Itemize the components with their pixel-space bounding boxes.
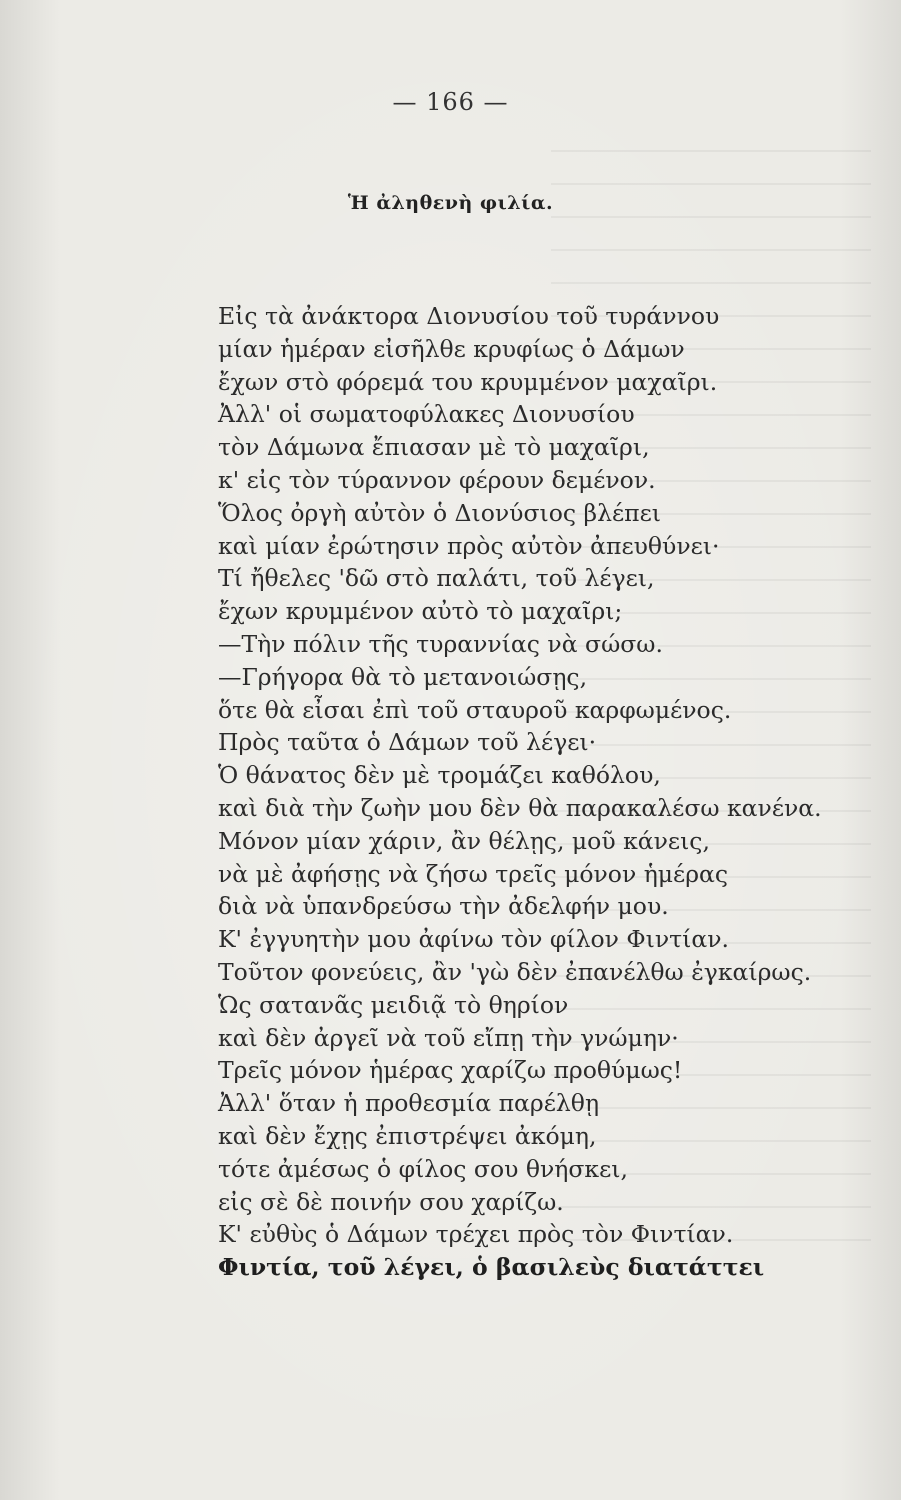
poem-line: Ὡς σατανᾶς μειδιᾷ τὸ θηρίον xyxy=(218,990,569,1019)
poem-line: Πρὸς ταῦτα ὁ Δάμων τοῦ λέγει· xyxy=(218,728,597,757)
poem-line: καὶ δὲν ἀργεῖ νὰ τοῦ εἴπῃ τὴν γνώμην· xyxy=(218,1023,679,1052)
poem-line: Φιντία, τοῦ λέγει, ὁ βασιλεὺς διατάττει xyxy=(218,1253,765,1282)
poem-line: μίαν ἡμέραν εἰσῆλθε κρυφίως ὁ Δάμων xyxy=(218,334,685,363)
poem-line: Τί ἤθελες 'δῶ στὸ παλάτι, τοῦ λέγει, xyxy=(218,564,655,593)
poem-line: τότε ἀμέσως ὁ φίλος σου θνήσκει, xyxy=(218,1154,628,1183)
poem-line: καὶ διὰ τὴν ζωὴν μου δὲν θὰ παρακαλέσω κανένα. xyxy=(218,793,822,822)
poem-line: Κ' ἐγγυητὴν μου ἀφίνω τὸν φίλον Φιντίαν. xyxy=(218,925,729,954)
poem-line: νὰ μὲ ἀφήσῃς νὰ ζήσω τρεῖς μόνον ἡμέρας xyxy=(218,859,729,888)
poem-line: Μόνον μίαν χάριν, ἂν θέλῃς, μοῦ κάνεις, xyxy=(218,826,710,855)
poem-line: διὰ νὰ ὑπανδρεύσω τὴν ἀδελφήν μου. xyxy=(218,892,669,921)
poem-line: καὶ μίαν ἐρώτησιν πρὸς αὐτὸν ἀπευθύνει· xyxy=(218,531,720,560)
poem-line: Ἀλλ' οἱ σωματοφύλακες Διονυσίου xyxy=(218,400,635,429)
poem-line: ὅτε θὰ εἶσαι ἐπὶ τοῦ σταυροῦ καρφωμένος. xyxy=(218,695,732,724)
poem-line: —Τὴν πόλιν τῆς τυραννίας νὰ σώσω. xyxy=(218,629,663,658)
poem-line: Κ' εὐθὺς ὁ Δάμων τρέχει πρὸς τὸν Φιντίαν. xyxy=(218,1220,734,1249)
page-number: — 166 — xyxy=(392,88,509,116)
poem-line: ἔχων στὸ φόρεμά του κρυμμένον μαχαῖρι. xyxy=(218,367,718,396)
poem-title: Ἡ ἀληθενὴ φιλία. xyxy=(347,192,554,214)
poem-line: Ὁ θάνατος δὲν μὲ τρομάζει καθόλου, xyxy=(218,761,661,790)
poem-line: Ἀλλ' ὅταν ἡ προθεσμία παρέλθῃ xyxy=(218,1089,600,1118)
poem-line: —Γρήγορα θὰ τὸ μετανοιώσῃς, xyxy=(218,662,588,691)
poem-line: ἔχων κρυμμένον αὐτὸ τὸ μαχαῖρι; xyxy=(218,597,623,626)
poem-line: Τρεῖς μόνον ἡμέρας χαρίζω προθύμως! xyxy=(218,1056,683,1085)
poem-line: καὶ δὲν ἔχῃς ἐπιστρέψει ἀκόμη, xyxy=(218,1121,597,1150)
poem-body xyxy=(218,300,858,1284)
poem-line: εἰς σὲ δὲ ποινήν σου χαρίζω. xyxy=(218,1187,564,1216)
poem-line: Ὅλος ὀργὴ αὐτὸν ὁ Διονύσιος βλέπει xyxy=(218,498,661,527)
poem-line: τὸν Δάμωνα ἔπιασαν μὲ τὸ μαχαῖρι, xyxy=(218,433,650,462)
poem-line: Τοῦτον φονεύεις, ἂν 'γὼ δὲν ἐπανέλθω ἐγκαίρως. xyxy=(218,957,812,986)
poem-line: κ' εἰς τὸν τύραννον φέρουν δεμένον. xyxy=(218,465,656,494)
poem-line: Εἰς τὰ ἀνάκτορα Διονυσίου τοῦ τυράννου xyxy=(218,302,720,330)
